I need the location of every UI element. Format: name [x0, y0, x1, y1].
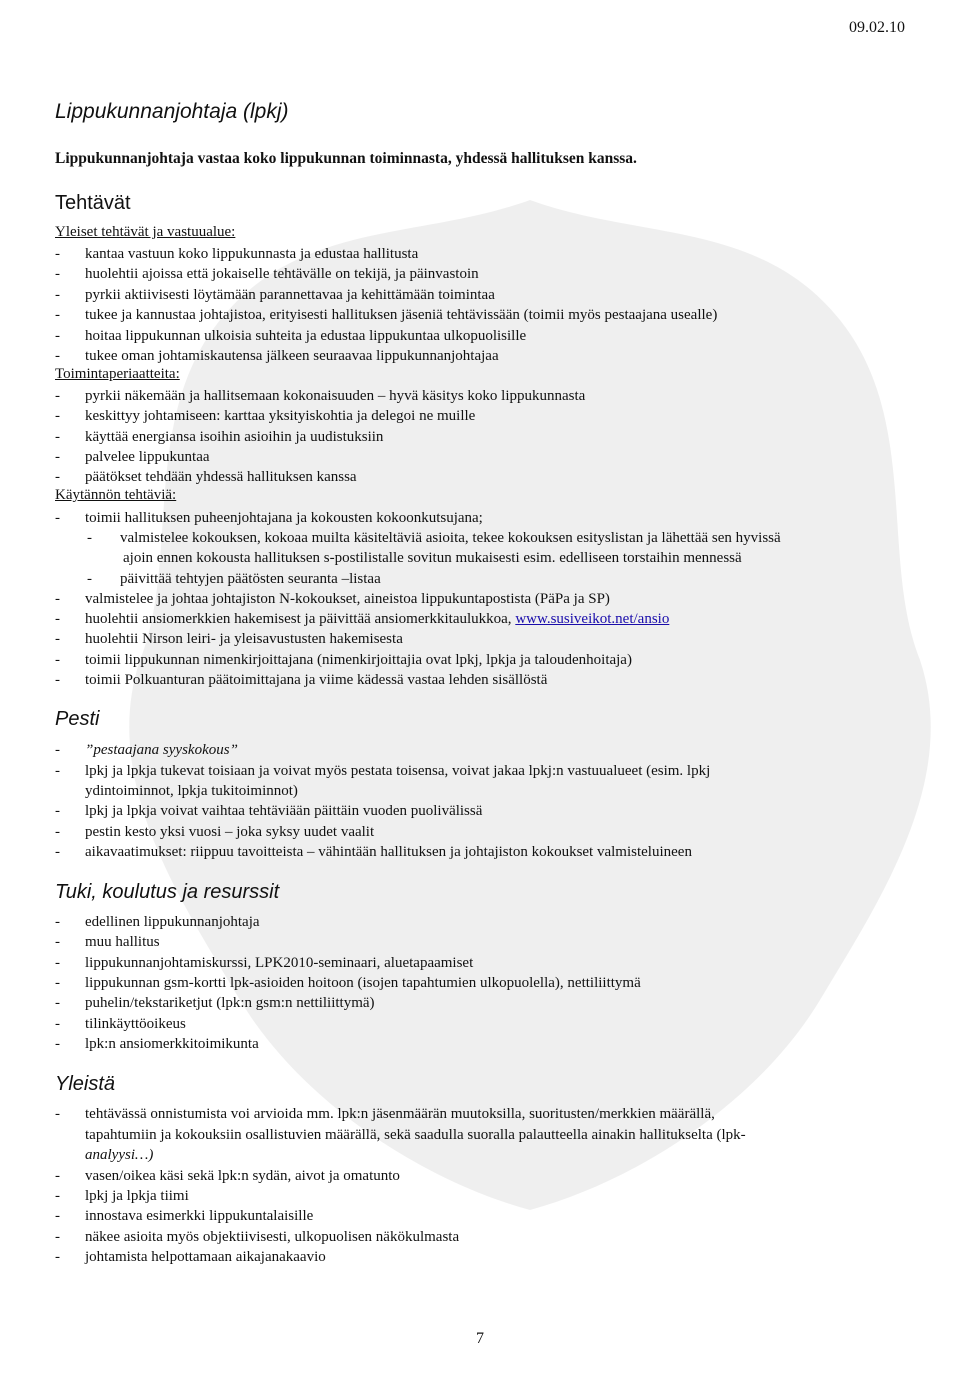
list-item: - lpkj ja lpkja tiimi — [55, 1188, 189, 1204]
list-item: - johtamista helpottamaan aikajanakaavio — [55, 1249, 326, 1265]
list-item: - huolehtii ajoissa että jokaiselle tehtävälle on tekijä, ja päinvastoin — [55, 266, 479, 282]
page-number: 7 — [476, 1330, 484, 1347]
list-item: - puhelin/tekstariketjut (lpk:n gsm:n nettiliittymä) — [55, 995, 375, 1011]
list-item: - lpkj ja lpkja tukevat toisiaan ja voivat myös pestata toisensa, voivat jakaa lpkj:n vastuualueet (esim. lpkj — [55, 763, 711, 779]
list-item-continuation: ajoin ennen kokousta hallituksen s-postilistalle sovitun mukaisesti esim. edelliseen torstaihin mennessä — [123, 550, 742, 566]
page-title: Lippukunnanjohtaja (lpkj) — [55, 100, 289, 123]
list-item: - vasen/oikea käsi sekä lpk:n sydän, aivot ja omatunto — [55, 1168, 400, 1184]
section-heading-yleista: Yleistä — [55, 1073, 116, 1095]
list-item: - hoitaa lippukunnan ulkoisia suhteita ja edustaa lippukuntaa ulkopuolisille — [55, 328, 527, 344]
list-item: - lippukunnan gsm-kortti lpk-asioiden hoitoon (isojen tapahtumien ulkopuolella), nettiliittymä — [55, 975, 641, 991]
list-item: - päätökset tehdään yhdessä hallituksen kanssa — [55, 469, 357, 485]
ansio-link[interactable]: www.susiveikot.net/ansio — [515, 611, 670, 627]
list-item-continuation: analyysi…) — [85, 1147, 154, 1163]
subheading-yleiset: Yleiset tehtävät ja vastuualue: — [55, 224, 236, 240]
list-item: - palvelee lippukuntaa — [55, 449, 210, 465]
list-item: - muu hallitus — [55, 934, 160, 950]
list-item: - valmistelee ja johtaa johtajiston N-kokoukset, aineistoa lippukuntapostista (PäPa ja SP) — [55, 591, 610, 607]
list-item: - toimii lippukunnan nimenkirjoittajana (nimenkirjoittajia ovat lpkj, lpkja ja taloudenhoitaja) — [55, 652, 632, 668]
list-item: - lpkj ja lpkja voivat vaihtaa tehtäviään päittäin vuoden puolivälissä — [55, 803, 483, 819]
list-item: - huolehtii ansiomerkkien hakemisest ja päivittää ansiomerkkitaulukkoa, www.susiveikot.net/ansio — [55, 611, 670, 627]
list-item: - tukee oman johtamiskautensa jälkeen seuraavaa lippukunnanjohtajaa — [55, 348, 499, 364]
section-heading-tuki: Tuki, koulutus ja resurssit — [55, 881, 280, 903]
list-item: - toimii Polkuanturan päätoimittajana ja viime kädessä vastaa lehden sisällöstä — [55, 672, 548, 688]
subheading-toimintaperiaatteita: Toimintaperiaatteita: — [55, 366, 180, 382]
list-item: - lippukunnanjohtamiskurssi, LPK2010-seminaari, aluetapaamiset — [55, 955, 474, 971]
list-item: - edellinen lippukunnanjohtaja — [55, 914, 260, 930]
header-date: 09.02.10 — [849, 19, 905, 36]
list-item: - ”pestaajana syyskokous” — [55, 742, 238, 758]
list-item: - käyttää energiansa isoihin asioihin ja uudistuksiin — [55, 429, 384, 445]
list-item: - aikavaatimukset: riippuu tavoitteista – vähintään hallituksen ja johtajiston kokoukset valmisteluineen — [55, 844, 692, 860]
list-item-nested: - päivittää tehtyjen päätösten seuranta –listaa — [87, 571, 381, 587]
list-item-continuation: tapahtumiin ja kokouksiin osallistuvien määrällä, sekä saadulla suoralla palautteella ainakin hallitukselta (lpk- — [85, 1127, 746, 1143]
list-item: - pyrkii näkemään ja hallitsemaan kokonaisuuden – hyvä käsitys koko lippukunnasta — [55, 388, 586, 404]
list-item: - innostava esimerkki lippukuntalaisille — [55, 1208, 314, 1224]
list-item: - keskittyy johtamiseen: karttaa yksityiskohtia ja delegoi ne muille — [55, 408, 476, 424]
list-item: - toimii hallituksen puheenjohtajana ja kokousten kokoonkutsujana; — [55, 510, 483, 526]
list-item: - tilinkäyttöoikeus — [55, 1016, 186, 1032]
intro-text: Lippukunnanjohtaja vastaa koko lippukunnan toiminnasta, yhdessä hallituksen kanssa. — [55, 150, 637, 167]
list-item-nested: - valmistelee kokouksen, kokoaa muilta käsiteltäviä asioita, tekee kokouksen esityslistan ja lähettää sen hyvissä — [87, 530, 781, 546]
list-item: - huolehtii Nirson leiri- ja yleisavustusten hakemisesta — [55, 631, 403, 647]
section-heading-pesti: Pesti — [55, 708, 100, 730]
list-item: - pyrkii aktiivisesti löytämään parannettavaa ja kehittämään toimintaa — [55, 287, 495, 303]
list-item: - tukee ja kannustaa johtajistoa, erityisesti hallituksen jäseniä tehtävissään (toimii myös pestaajana usealle) — [55, 307, 718, 323]
list-item: - näkee asioita myös objektiivisesti, ulkopuolisen näkökulmasta — [55, 1229, 460, 1245]
section-heading-tehtavat: Tehtävät — [55, 192, 131, 214]
list-item: - tehtävässä onnistumista voi arvioida mm. lpk:n jäsenmäärän muutoksilla, suoritusten/merkkien määrällä, — [55, 1106, 715, 1122]
list-item: - kantaa vastuun koko lippukunnasta ja edustaa hallitusta — [55, 246, 419, 262]
list-item: - lpk:n ansiomerkkitoimikunta — [55, 1036, 259, 1052]
list-item: - pestin kesto yksi vuosi – joka syksy uudet vaalit — [55, 824, 375, 840]
subheading-kaytannon: Käytännön tehtäviä: — [55, 487, 177, 503]
list-item-continuation: ydintoiminnot, lpkja tukitoiminnot) — [85, 783, 298, 799]
